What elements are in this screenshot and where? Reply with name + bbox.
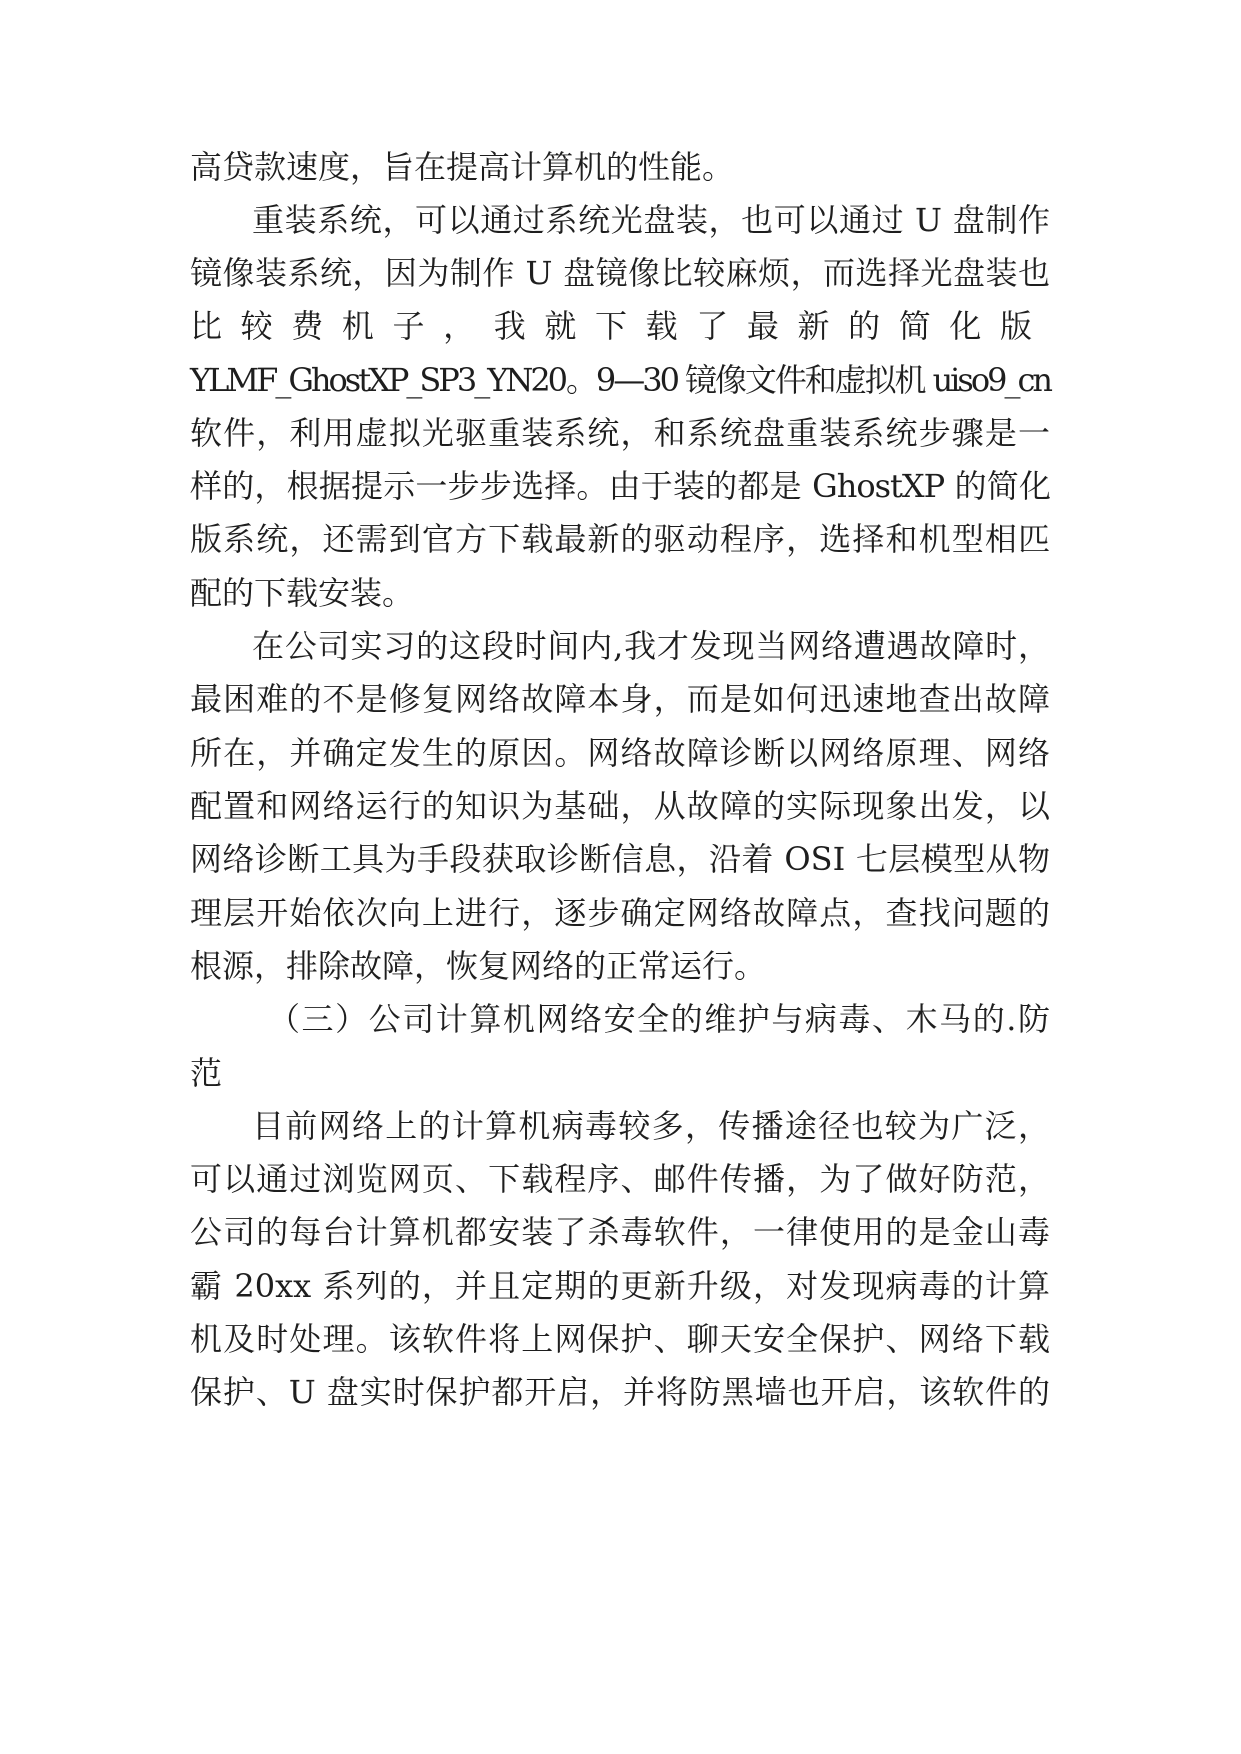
text-line: 公司的每台计算机都安装了杀毒软件，一律使用的是金山毒 xyxy=(190,1213,1050,1251)
section-heading-continued: 范 xyxy=(190,1054,223,1092)
text-line: 理层开始依次向上进行，逐步确定网络故障点，查找问题的 xyxy=(190,894,1050,932)
text-line: 霸 20xx 系列的，并且定期的更新升级，对发现病毒的计算 xyxy=(190,1267,1050,1305)
text-line: 保护、U 盘实时保护都开启，并将防黑墙也开启，该软件的 xyxy=(190,1373,1050,1411)
text-line: 样的，根据提示一步步选择。由于装的都是 GhostXP 的简化 xyxy=(190,467,1050,505)
text-line: 配置和网络运行的知识为基础，从故障的实际现象出发，以 xyxy=(190,787,1050,825)
text-line: 目前网络上的计算机病毒较多，传播途径也较为广泛， xyxy=(252,1107,1050,1145)
section-heading: （三）公司计算机网络安全的维护与病毒、木马的.防 xyxy=(268,1000,1050,1038)
text-line: 机及时处理。该软件将上网保护、聊天安全保护、网络下载 xyxy=(190,1320,1050,1358)
text-line: 高贷款速度，旨在提高计算机的性能。 xyxy=(190,148,735,186)
text-line: 可以通过浏览网页、下载程序、邮件传播，为了做好防范， xyxy=(190,1160,1050,1198)
text-line: 比较费机子，我就下载了最新的简化版 xyxy=(190,307,1050,345)
text-line: 软件，利用虚拟光驱重装系统，和系统盘重装系统步骤是一 xyxy=(190,414,1050,452)
text-line: 所在，并确定发生的原因。网络故障诊断以网络原理、网络 xyxy=(190,734,1050,772)
text-line: YLMF_GhostXP_SP3_YN20。9—30 镜像文件和虚拟机 uiso9_cn xyxy=(190,361,1050,399)
text-line: 最困难的不是修复网络故障本身，而是如何迅速地查出故障 xyxy=(190,680,1050,718)
text-line: 配的下载安装。 xyxy=(190,574,415,612)
text-line: 根源，排除故障，恢复网络的正常运行。 xyxy=(190,947,767,985)
text-line: 镜像装系统，因为制作 U 盘镜像比较麻烦，而选择光盘装也 xyxy=(190,254,1050,292)
text-line: 在公司实习的这段时间内,我才发现当网络遭遇故障时， xyxy=(252,627,1050,665)
text-line: 网络诊断工具为手段获取诊断信息，沿着 OSI 七层模型从物 xyxy=(190,840,1050,878)
text-line: 版系统，还需到官方下载最新的驱动程序，选择和机型相匹 xyxy=(190,520,1050,558)
text-line: 重装系统，可以通过系统光盘装，也可以通过 U 盘制作 xyxy=(252,201,1050,239)
